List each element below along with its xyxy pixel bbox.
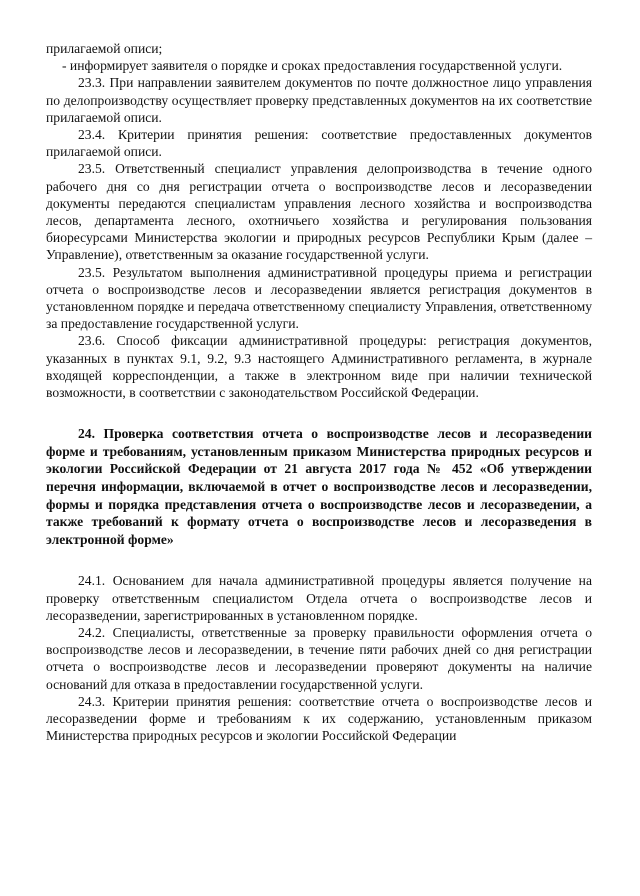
paragraph-23-3: 23.3. При направлении заявителем документов по почте должностное лицо управления по делопроизводству осуществляет проверку представленных документов на их соответствие прилагаемой описи.	[46, 75, 592, 125]
section-heading-24: 24. Проверка соответствия отчета о воспроизводстве лесов и лесоразведении форме и требованиям, установленным приказом Министерства природных ресурсов и экологии Российской Федерации от 21 августа 2017 года № 452 «Об утверждении перечня информации, включаемой в отчет о воспроизводстве лесов и лесоразведении, формы и порядка представления отчета о воспроизводстве лесов и лесоразведении, а также требований к формату отчета о воспроизводстве лесов и лесоразведения в электронной форме»	[46, 426, 592, 547]
paragraph-23-5-b: 23.5. Результатом выполнения административной процедуры приема и регистрации отчета о воспроизводстве лесов и лесоразведении является регистрация документов в установленном порядке и передача ответственному специалисту Управления, ответственному за предоставление государственной услуги.	[46, 264, 592, 332]
paragraph-23-4: 23.4. Критерии принятия решения: соответствие предоставленных документов прилагаемой описи.	[46, 127, 592, 160]
paragraph-24-1: 24.1. Основанием для начала административной процедуры является получение на проверку ответственным специалистом Отдела отчета о воспроизводстве лесов и лесоразведении, зарегистрированных в установленном порядке.	[46, 573, 592, 623]
paragraph-continuation: прилагаемой описи;	[46, 41, 163, 56]
paragraph-23-5-a: 23.5. Ответственный специалист управления делопроизводства в течение одного рабочего дня со дня регистрации отчета о воспроизводстве лесов и лесоразведении документы передаются специалистам управления лесного хозяйства и воспроизводства лесов, департамента лесного, охотничьего хозяйства и регулирования пользования биоресурсами Министерства экологии и природных ресурсов Республики Крым (далее – Управление), ответственным за оказание государственной услуги.	[46, 161, 592, 263]
paragraph-24-3: 24.3. Критерии принятия решения: соответствие отчета о воспроизводстве лесов и лесоразведении форме и требованиям к их содержанию, установленным приказом Министерства природных ресурсов и экологии Российской Федерации	[46, 693, 592, 744]
paragraph-bullet-inform: - информирует заявителя о порядке и сроках предоставления государственной услуги.	[62, 58, 563, 74]
paragraph-23-6: 23.6. Способ фиксации административной процедуры: регистрация документов, указанных в пунктах 9.1, 9.2, 9.3 настоящего Административного регламента, в журнале входящей корреспонденции, а также в электронном виде при наличии технической возможности, в соответствии с законодательством Российской Федерации.	[46, 333, 592, 401]
paragraph-24-2: 24.2. Специалисты, ответственные за проверку правильности оформления отчета о воспроизводстве лесов и лесоразведении, в течение пяти рабочих дней со дня регистрации отчета о воспроизводстве лесов и лесоразведении проверяют документы на наличие оснований для отказа в предоставлении государственной услуги.	[46, 625, 592, 692]
